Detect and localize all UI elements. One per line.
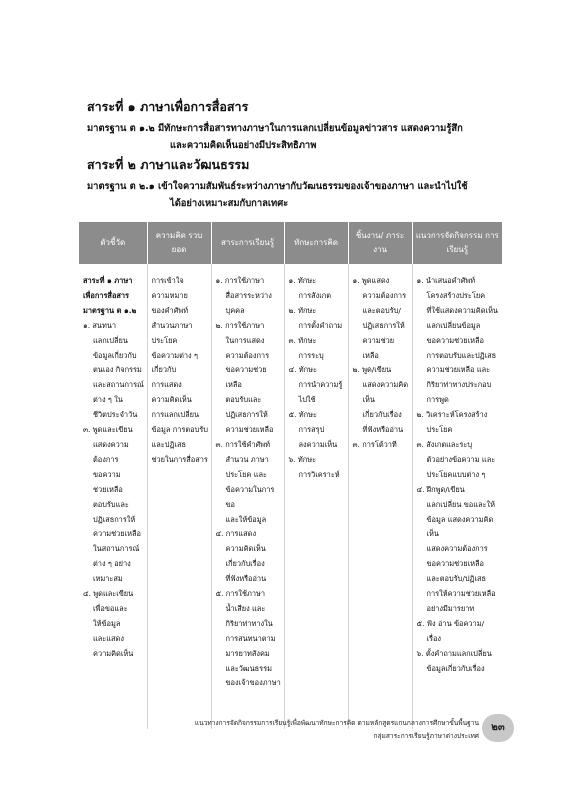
cell-line: การตั้งคำถาม bbox=[298, 320, 343, 330]
cell-line: ข้อความในการขอ bbox=[225, 484, 275, 509]
cell-line: ที่ฟังหรืออ่าน bbox=[362, 425, 404, 435]
cell-line: ข้อมูล แสดงความคิดเห็น bbox=[426, 514, 494, 539]
footer bbox=[195, 717, 479, 743]
cell-line: สำนวน ภาษา bbox=[225, 454, 269, 464]
cell-line: ความช่วยเหลือ bbox=[225, 425, 274, 435]
cell-line: ช่วยเหลือ bbox=[93, 484, 123, 494]
cell-line: ความคิดเห็น bbox=[225, 544, 266, 554]
cell-line: ข้อมูลเกี่ยวกับ bbox=[93, 350, 137, 360]
cell-line: แลกเปลี่ยนข้อมูล bbox=[426, 320, 481, 330]
footer-line-2: กลุ่มสาระการเรียนรู้ภาษาต่างประเทศ bbox=[373, 732, 479, 740]
cell-line: ความต้องการ bbox=[362, 290, 407, 300]
cell-thinking-skills bbox=[284, 264, 348, 729]
cell-line: ต่าง ๆ อย่าง bbox=[93, 559, 131, 569]
standard-2-1-text1: เข้าใจความสัมพันธ์ระหว่างภาษากับวัฒนธรรมของเจ้าของภาษา และนำไปใช้ bbox=[158, 181, 468, 192]
cell-content bbox=[211, 264, 284, 729]
cell-line: ๒. การใช้ภาษา bbox=[215, 320, 265, 330]
cell-line: ๔. การแสดง bbox=[215, 529, 257, 539]
cell-line: การแสดง bbox=[151, 380, 182, 390]
cell-line: ในการแสดง bbox=[225, 335, 265, 345]
cell-line: เกี่ยวกับ bbox=[151, 365, 177, 375]
cell-line: ความต้องการ bbox=[225, 350, 270, 360]
cell-line: เกี่ยวกับเรื่อง bbox=[225, 559, 265, 569]
cell-line: การเข้าใจ bbox=[151, 276, 184, 285]
cell-line: และปฏิเสธ bbox=[151, 439, 186, 449]
cell-line: และสถานการณ์ bbox=[93, 380, 144, 390]
cell-line: ๑. การใช้ภาษา bbox=[215, 276, 265, 285]
cell-line: การสนทนาตาม bbox=[225, 633, 276, 643]
cell-concepts bbox=[147, 264, 211, 729]
cell-line: ตอบรับและ bbox=[93, 499, 129, 509]
cell-line: ขอความช่วยเหลือ bbox=[426, 335, 484, 345]
cell-line: ความคิดเห็น bbox=[93, 648, 134, 658]
cell-line: มาตรฐาน ต ๑.๒ bbox=[83, 305, 137, 315]
cell-line: แสดงความคิดเห็น bbox=[362, 380, 409, 405]
cell-line: ขอความช่วยเหลือ bbox=[225, 365, 267, 390]
cell-line: ชีวิตประจำวัน bbox=[93, 410, 138, 420]
cell-line: ตนเอง กิจกรรม bbox=[93, 365, 142, 375]
standard-1-2 bbox=[87, 120, 507, 154]
cell-line: เพื่อขอและ bbox=[93, 603, 128, 613]
cell-line: ๒. วิเคราะห์โครงสร้าง bbox=[416, 410, 488, 420]
standard-1-2-text1: มีทักษะการสื่อสารทางภาษาในการแลกเปลี่ยนข้อมูลข่าวสาร แสดงความรู้สึก bbox=[158, 123, 463, 134]
cell-line: ขอความ bbox=[93, 469, 121, 479]
cell-line: ๔. ทักษะ bbox=[288, 365, 317, 375]
cell-line: สื่อสารระหว่าง bbox=[225, 290, 272, 300]
cell-line: ในสถานการณ์ bbox=[93, 544, 140, 554]
cell-line: ๔. พูดและเขียน bbox=[83, 589, 134, 599]
cell-line: สำนวนภาษา bbox=[151, 320, 193, 330]
cell-line: ตัวอย่างข้อความ และ bbox=[426, 454, 496, 464]
header-indicator: ตัวชี้วัด bbox=[79, 222, 147, 264]
cell-line: ๓. สังเกตและระบุ bbox=[416, 439, 473, 449]
cell-line: การระบุ bbox=[298, 350, 324, 360]
cell-line: ที่ใช้แสดงความคิดเห็น bbox=[426, 305, 498, 315]
standard-2-1-text2: ได้อย่างเหมาะสมกับกาลเทศะ bbox=[170, 198, 289, 209]
cell-line: และตอบรับ/ปฏิเสธ bbox=[426, 574, 487, 584]
learning-table bbox=[79, 222, 502, 729]
cell-line: การตอบรับและปฏิเสธ bbox=[426, 350, 497, 360]
cell-line: ๑. นำเสนอคำศัพท์ bbox=[416, 276, 476, 285]
cell-line: ต่าง ๆ ใน bbox=[93, 395, 123, 405]
cell-line: ๕. การใช้ภาษา bbox=[215, 589, 266, 599]
cell-line: ประโยค bbox=[151, 335, 178, 345]
cell-line: ๑. พูดแสดง bbox=[352, 276, 390, 285]
cell-line: การพูด bbox=[426, 395, 449, 405]
cell-line: การสรุป bbox=[298, 425, 325, 435]
cell-line: ๓. การโต้วาที bbox=[352, 439, 397, 449]
cell-line: ความช่วยเหลือ และ bbox=[426, 365, 491, 375]
cell-line: แลกเปลี่ยน ขอและให้ bbox=[426, 499, 495, 509]
cell-line: การให้ความช่วยเหลือ bbox=[426, 589, 496, 599]
cell-line: ตอบรับและ bbox=[225, 395, 262, 405]
table-header-row bbox=[79, 222, 502, 264]
cell-line: ของคำศัพท์ bbox=[151, 305, 189, 315]
cell-line: แสดงความต้องการ bbox=[426, 544, 488, 554]
cell-line: ความหมาย bbox=[151, 290, 188, 300]
header-thinking-skills: ทักษะการคิด bbox=[284, 222, 348, 264]
cell-line: ขอความช่วยเหลือ bbox=[426, 559, 484, 569]
cell-line: และให้ข้อมูล bbox=[225, 514, 267, 524]
table-row bbox=[79, 264, 502, 729]
standard-2-1-label: มาตรฐาน ต ๒.๑ bbox=[87, 181, 155, 192]
cell-line: ข้อมูลเกี่ยวกับเรื่อง bbox=[426, 663, 485, 673]
cell-line: ไปใช้ bbox=[298, 395, 316, 405]
cell-line: เรื่อง bbox=[426, 633, 442, 643]
standard-1-2-label: มาตรฐาน ต ๑.๒ bbox=[87, 123, 155, 134]
cell-line: ลงความเห็น bbox=[298, 439, 338, 449]
cell-line: การแลกเปลี่ยน bbox=[151, 410, 199, 420]
cell-line: และตอบรับ/ bbox=[362, 305, 401, 315]
header-concept: ความคิด รวบยอด bbox=[147, 222, 211, 264]
cell-line: ความช่วยเหลือ bbox=[362, 335, 395, 360]
cell-line: ประโยคแบบต่าง ๆ bbox=[426, 469, 486, 479]
cell-line: ปฏิเสธการให้ bbox=[362, 320, 405, 330]
cell-line: และแสดง bbox=[93, 633, 124, 643]
cell-line: ๖. ทักษะ bbox=[288, 454, 317, 464]
strand2-heading: สาระที่ ๒ ภาษาและวัฒนธรรม bbox=[87, 157, 250, 172]
cell-tasks bbox=[348, 264, 412, 729]
cell-line: แสดงความ bbox=[93, 439, 129, 449]
cell-line: ความช่วยเหลือ bbox=[93, 529, 141, 539]
cell-line: ความคิดเห็น bbox=[151, 395, 192, 405]
cell-line: โครงสร้างประโยค bbox=[426, 290, 486, 300]
cell-line: ๑. ทักษะ bbox=[288, 276, 317, 285]
cell-line: ๓. ทักษะ bbox=[288, 335, 317, 345]
cell-line: ประโยค bbox=[426, 425, 453, 435]
cell-line: และวัฒนธรรม bbox=[225, 663, 272, 673]
standard-2-1 bbox=[87, 178, 507, 212]
cell-line: เพื่อการสื่อสาร bbox=[83, 290, 130, 300]
cell-line: ๕. ฟัง อ่าน ข้อความ/ bbox=[416, 618, 485, 628]
cell-line: ๔. ฝึกพูด/เขียน bbox=[416, 484, 465, 494]
cell-line: ให้ข้อมูล bbox=[93, 618, 121, 628]
cell-line: ประโยค และ bbox=[225, 469, 267, 479]
cell-line: แลกเปลี่ยน bbox=[93, 335, 128, 345]
cell-line: ๖. ตั้งคำถามแลกเปลี่ยน bbox=[416, 648, 492, 658]
cell-line: ๒. พูด/เขียน bbox=[352, 365, 392, 375]
cell-line: ๕. ทักษะ bbox=[288, 410, 317, 420]
cell-line: ช่วยในการสื่อสาร bbox=[151, 454, 208, 464]
cell-line: อย่างมีมารยาท bbox=[426, 603, 475, 613]
cell-activities bbox=[412, 264, 502, 729]
footer-line-1: แนวทางการจัดกิจกรรมการเรียนรู้เพื่อพัฒนาทักษะการคิด ตามหลักสูตรแกนกลางการศึกษาขั้นพื้นฐาน bbox=[194, 719, 479, 727]
cell-line: กิริยาท่าทางใน bbox=[225, 618, 273, 628]
cell-line: น้ำเสียง และ bbox=[225, 603, 266, 613]
cell-line: ๓. พูดและเขียน bbox=[83, 425, 133, 435]
cell-line: เกี่ยวกับเรื่อง bbox=[362, 410, 402, 420]
cell-line: สาระที่ ๑ ภาษา bbox=[83, 276, 133, 285]
cell-line: การสังเกต bbox=[298, 290, 332, 300]
cell-line: ของเจ้าของภาษา bbox=[225, 678, 281, 688]
page-number: ๒๓ bbox=[482, 714, 514, 742]
cell-line: บุคคล bbox=[225, 305, 245, 315]
cell-line: ปฏิเสธการให้ bbox=[93, 514, 136, 524]
cell-line: ข้อความต่าง ๆ bbox=[151, 350, 198, 360]
header-activities: แนวการจัดกิจกรรม การเรียนรู้ bbox=[412, 222, 502, 264]
header-tasks: ชิ้นงาน/ ภาระงาน bbox=[348, 222, 412, 264]
header-content: สาระการเรียนรู้ bbox=[211, 222, 284, 264]
cell-line: ปฏิเสธการให้ bbox=[225, 410, 268, 420]
cell-line: มารยาทสังคม bbox=[225, 648, 270, 658]
cell-line: ข้อมูล การตอบรับ bbox=[151, 425, 208, 435]
cell-line: ๒. ทักษะ bbox=[288, 305, 317, 315]
cell-line: ที่ฟังหรืออ่าน bbox=[225, 574, 267, 584]
cell-line: ๑. สนทนา bbox=[83, 320, 117, 330]
cell-line: การวิเคราะห์ bbox=[298, 469, 340, 479]
cell-line: การนำความรู้ bbox=[298, 380, 343, 390]
cell-line: ต้องการ bbox=[93, 454, 119, 464]
cell-line: ๓. การใช้คำศัพท์ bbox=[215, 439, 270, 449]
standard-1-2-text2: และความคิดเห็นอย่างมีประสิทธิภาพ bbox=[170, 140, 317, 151]
cell-line: เหมาะสม bbox=[93, 574, 123, 584]
strand1-heading: สาระที่ ๑ ภาษาเพื่อการสื่อสาร bbox=[87, 99, 249, 114]
cell-indicators bbox=[79, 264, 147, 729]
cell-line: กิริยาท่าทางประกอบ bbox=[426, 380, 492, 390]
